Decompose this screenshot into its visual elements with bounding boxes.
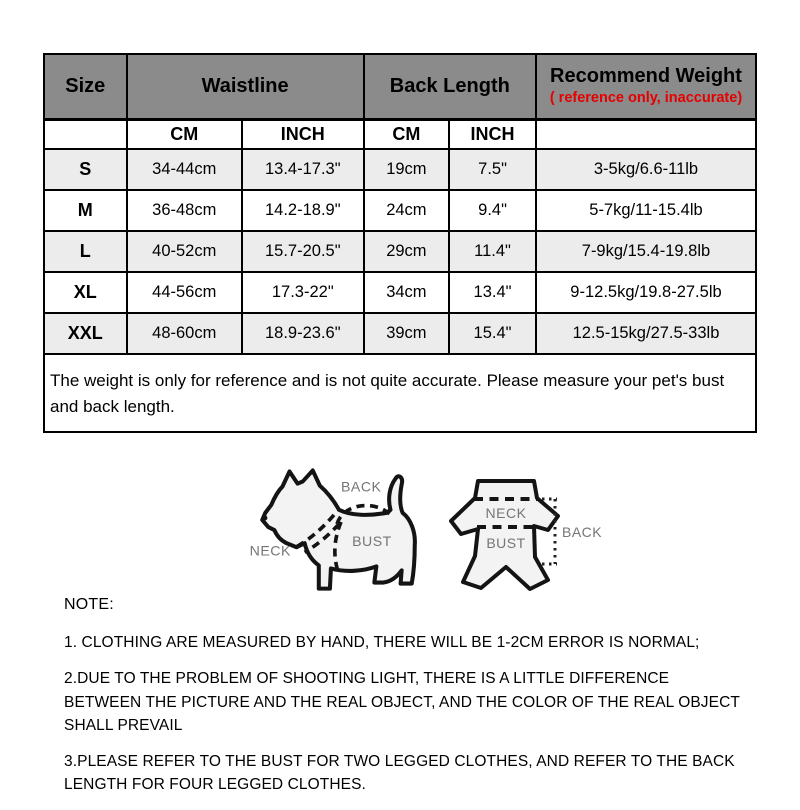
back-inch-value: 7.5" (449, 149, 536, 190)
waist-inch-value: 13.4-17.3" (242, 149, 364, 190)
back-inch-value: 15.4" (449, 313, 536, 354)
garment-bust-label: BUST (486, 535, 526, 551)
size-value: M (44, 190, 127, 231)
size-table (43, 53, 757, 355)
units-empty-cell (44, 119, 127, 149)
notes-section (64, 596, 748, 810)
units-back-inch: INCH (449, 119, 536, 149)
table-row-xxl (44, 313, 756, 354)
waist-inch-value: 15.7-20.5" (242, 231, 364, 272)
garment-back-label: BACK (562, 524, 603, 540)
weight-disclaimer: The weight is only for reference and is not quite accurate. Please measure your pet's bust and back length. (43, 355, 757, 433)
back-inch-value: 9.4" (449, 190, 536, 231)
back-cm-value: 19cm (364, 149, 449, 190)
garment-measurement-diagram-icon (444, 452, 644, 600)
waist-cm-value: 40-52cm (127, 231, 242, 272)
waist-inch-value: 18.9-23.6" (242, 313, 364, 354)
waist-inch-value: 14.2-18.9" (242, 190, 364, 231)
note-item-3: 3.PLEASE REFER TO THE BUST FOR TWO LEGGED CLOTHES, AND REFER TO THE BACK LENGTH FOR FOUR LEGGED CLOTHES. (64, 753, 735, 794)
waist-cm-value: 36-48cm (127, 190, 242, 231)
weight-value: 12.5-15kg/27.5-33lb (536, 313, 756, 354)
back-cm-value: 29cm (364, 231, 449, 272)
back-cm-value: 24cm (364, 190, 449, 231)
dog-back-label: BACK (340, 478, 382, 495)
waist-inch-value: 17.3-22" (242, 272, 364, 313)
table-row-l (44, 231, 756, 272)
waist-cm-value: 34-44cm (127, 149, 242, 190)
table-row-s (44, 149, 756, 190)
header-recommend-weight (536, 54, 756, 119)
recommend-weight-title: Recommend Weight (550, 65, 742, 88)
units-waist-inch: INCH (242, 119, 364, 149)
note-item-1: 1. CLOTHING ARE MEASURED BY HAND, THERE WILL BE 1-2CM ERROR IS NORMAL; (64, 634, 700, 651)
waist-cm-value: 44-56cm (127, 272, 242, 313)
table-row-m (44, 190, 756, 231)
size-value: XL (44, 272, 127, 313)
units-waist-cm: CM (127, 119, 242, 149)
measurement-diagrams (238, 452, 648, 602)
table-header-row (44, 54, 756, 119)
units-back-cm: CM (364, 119, 449, 149)
weight-value: 3-5kg/6.6-11lb (536, 149, 756, 190)
size-value: L (44, 231, 127, 272)
dog-measurement-diagram-icon (238, 452, 440, 600)
header-back-length: Back Length (364, 54, 536, 119)
garment-neck-label: NECK (485, 505, 527, 521)
weight-value: 9-12.5kg/19.8-27.5lb (536, 272, 756, 313)
back-inch-value: 11.4" (449, 231, 536, 272)
back-cm-value: 39cm (364, 313, 449, 354)
size-value: XXL (44, 313, 127, 354)
dog-nose (262, 515, 267, 520)
weight-value: 7-9kg/15.4-19.8lb (536, 231, 756, 272)
header-waistline: Waistline (127, 54, 364, 119)
weight-value: 5-7kg/11-15.4lb (536, 190, 756, 231)
table-units-row (44, 119, 756, 149)
waist-cm-value: 48-60cm (127, 313, 242, 354)
dog-neck-label: NECK (249, 542, 291, 559)
back-inch-value: 13.4" (449, 272, 536, 313)
notes-heading: NOTE: (64, 596, 114, 613)
size-value: S (44, 149, 127, 190)
table-row-xl (44, 272, 756, 313)
recommend-weight-subtitle: ( reference only, inaccurate) (549, 90, 743, 107)
units-empty-cell (536, 119, 756, 149)
note-item-2: 2.DUE TO THE PROBLEM OF SHOOTING LIGHT, THERE IS A LITTLE DIFFERENCE BETWEEN THE PICTURE AND THE REAL OBJECT, AND THE COLOR OF THE REAL OBJECT SHALL PREVAIL (64, 670, 740, 734)
header-size: Size (44, 54, 127, 119)
back-cm-value: 34cm (364, 272, 449, 313)
size-table-section (43, 53, 757, 433)
dog-bust-label: BUST (352, 533, 392, 550)
